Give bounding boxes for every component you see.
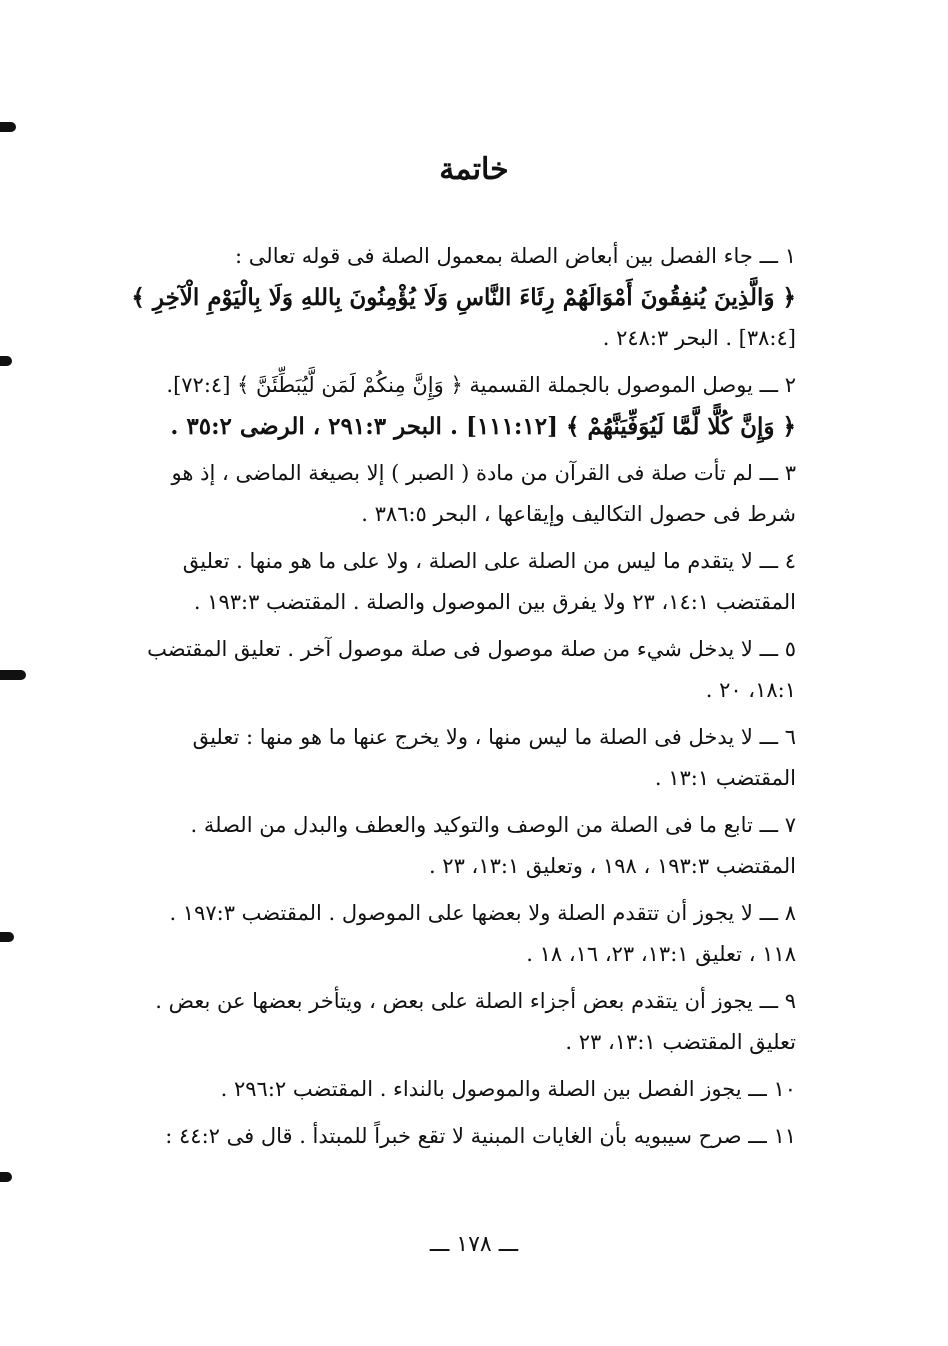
quran-verse-line: ﴿ وَالَّذِينَ يُنفِقُونَ أَمْوَالَهُمْ رِئَاءَ النَّاسِ وَلَا يُؤْمِنُونَ بِاللهِ وَلَا بِالْيَوْمِ الْآخِرِ ﴾ bbox=[131, 284, 796, 311]
text-line: ٤ ـــ لا يتقدم ما ليس من الصلة على الصلة ، ولا على ما هو منها . تعليق bbox=[182, 549, 796, 573]
list-item bbox=[92, 1116, 820, 1157]
list-item bbox=[92, 453, 820, 535]
text-line: ٨ ـــ لا يجوز أن تتقدم الصلة ولا بعضها على الموصول . المقتضب ١٩٧:٣ . bbox=[169, 901, 796, 925]
list-item bbox=[92, 893, 820, 975]
text-line: ١٠ ـــ يجوز الفصل بين الصلة والموصول بالنداء . المقتضب ٢٩٦:٢ . bbox=[220, 1077, 796, 1101]
list-item bbox=[92, 629, 820, 711]
text-line: تعليق المقتضب ١٣:١، ٢٣ . bbox=[565, 1030, 796, 1054]
list-item bbox=[92, 981, 820, 1063]
text-line: ٦ ـــ لا يدخل فى الصلة ما ليس منها ، ولا يخرج عنها ما هو منها : تعليق bbox=[192, 725, 796, 749]
text-line: ٢ ـــ يوصل الموصول بالجملة القسمية ﴿ وَإِنَّ مِنكُمْ لَمَن لَّيُبَطِّئَنَّ ﴾ [٧٢:٤]. bbox=[166, 373, 796, 397]
page-title: خاتمة bbox=[439, 152, 509, 187]
conclusion-body bbox=[92, 236, 820, 1163]
scan-edge-mark bbox=[0, 356, 12, 366]
text-line: ١١٨ ، تعليق ١٣:١، ٢٣، ١٦، ١٨ . bbox=[526, 942, 796, 966]
list-item bbox=[92, 805, 820, 887]
text-line: ٧ ـــ تابع ما فى الصلة من الوصف والتوكيد والعطف والبدل من الصلة . bbox=[190, 813, 796, 837]
text-line: المقتضب ١٣:١ . bbox=[654, 766, 796, 790]
list-item bbox=[92, 1069, 820, 1110]
quran-verse-line: ﴿ وَإِنَّ كُلًّا لَّمَّا لَيُوَفِّيَنَّهُمْ ﴾ [١١١:١٢] . البحر ٢٩١:٣ ، الرضى ٣٥:٢ . bbox=[170, 413, 796, 440]
scan-edge-mark bbox=[0, 670, 26, 680]
text-line: [٣٨:٤] . البحر ٢٤٨:٣ . bbox=[602, 326, 796, 350]
page-number: ـــ ١٧٨ ـــ bbox=[429, 1232, 519, 1257]
text-line: شرط فى حصول التكاليف وإيقاعها ، البحر ٣٨٦:٥ . bbox=[361, 502, 796, 526]
text-line: ٣ ـــ لم تأت صلة فى القرآن من مادة ( الصبر ) إلا بصيغة الماضى ، إذ هو bbox=[171, 461, 796, 485]
text-line: المقتضب ١٤:١، ٢٣ ولا يفرق بين الموصول والصلة . المقتضب ١٩٣:٣ . bbox=[193, 590, 796, 614]
text-line: ١ ـــ جاء الفصل بين أبعاض الصلة بمعمول الصلة فى قوله تعالى : bbox=[235, 244, 796, 268]
text-line: ٥ ـــ لا يدخل شيء من صلة موصول فى صلة موصول آخر . تعليق المقتضب bbox=[147, 637, 796, 661]
scan-edge-mark bbox=[0, 122, 16, 132]
text-line: ٩ ـــ يجوز أن يتقدم بعض أجزاء الصلة على بعض ، ويتأخر بعضها عن بعض . bbox=[155, 989, 796, 1013]
text-line: ١١ ـــ صرح سيبويه بأن الغايات المبنية لا تقع خبراً للمبتدأ . قال فى ٤٤:٢ : bbox=[165, 1124, 796, 1148]
text-line: المقتضب ١٩٣:٣ ، ١٩٨ ، وتعليق ١٣:١، ٢٣ . bbox=[428, 854, 796, 878]
scan-edge-mark bbox=[0, 1172, 12, 1182]
list-item bbox=[92, 236, 820, 359]
list-item bbox=[92, 717, 820, 799]
list-item bbox=[92, 365, 820, 447]
scan-edge-mark bbox=[0, 932, 14, 942]
text-line: ١٨:١، ٢٠ . bbox=[705, 678, 796, 702]
list-item bbox=[92, 541, 820, 623]
